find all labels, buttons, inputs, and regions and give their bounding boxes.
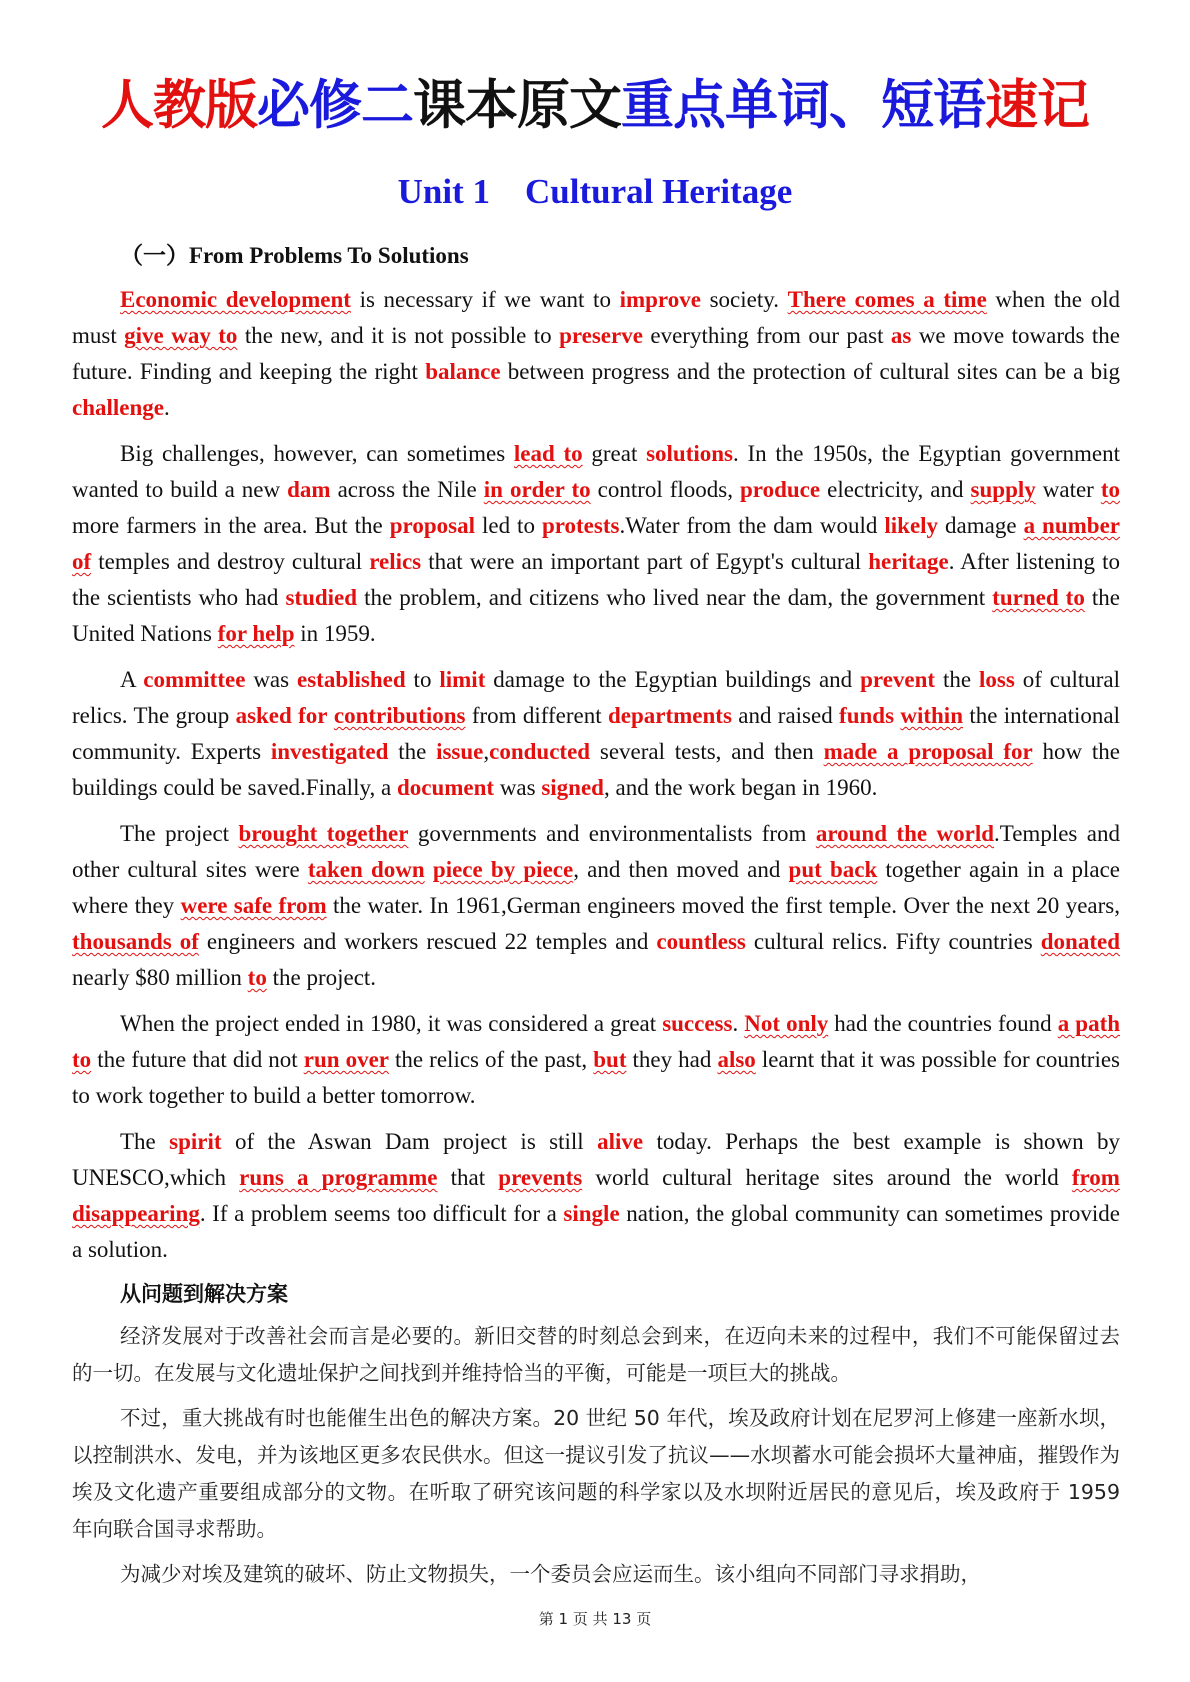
key-term: preserve xyxy=(559,323,643,348)
key-term: departments xyxy=(607,703,732,728)
text-segment: When the project ended in 1980, it was considered a great xyxy=(120,1011,663,1036)
text-segment: everything from our past xyxy=(642,323,891,348)
text-segment: in 1959. xyxy=(294,621,376,646)
text-segment: the new, and it is not possible to xyxy=(237,323,560,348)
text-segment: and raised xyxy=(731,703,840,728)
text-segment: world cultural heritage sites around the world xyxy=(582,1165,1072,1190)
text-segment: between progress and the protection of cultural sites can be a big xyxy=(500,359,1120,384)
text-segment: A xyxy=(120,667,144,692)
text-segment: the international community. Experts xyxy=(72,703,1120,764)
key-term: for help xyxy=(217,621,295,646)
title-part-4: 重点单词、短语 xyxy=(621,75,985,136)
text-segment: temples and destroy cultural xyxy=(91,549,370,574)
key-term: piece by piece xyxy=(432,857,574,882)
english-text xyxy=(72,282,1120,1268)
key-term: signed xyxy=(541,775,604,800)
text-segment: engineers and workers rescued 22 temples and xyxy=(198,929,657,954)
translation-paragraph: 经济发展对于改善社会而言是必要的。新旧交替的时刻总会到来，在迈向未来的过程中，我们不可能保留过去的一切。在发展与文化遗址保护之间找到并维持恰当的平衡，可能是一项巨大的挑战。 xyxy=(72,1324,1120,1385)
key-term: a path to xyxy=(72,1011,1121,1072)
unit-title: Unit 1 Cultural Heritage xyxy=(397,172,793,211)
key-term: spirit xyxy=(169,1129,222,1154)
text-segment: cultural relics. Fifty countries xyxy=(745,929,1041,954)
text-segment: that xyxy=(437,1165,499,1190)
key-term: also xyxy=(717,1047,756,1072)
text-segment: led to xyxy=(474,513,542,538)
text-segment: control floods, xyxy=(590,477,741,502)
text-segment: learnt that it was possible for countries to work together to build a better tomorrow. xyxy=(72,1047,1121,1108)
key-term: were safe from xyxy=(180,893,327,918)
text-segment: damage to the Egyptian buildings and xyxy=(485,667,861,692)
text-segment: . In the 1950s, the Egyptian government wanted to build a new xyxy=(72,441,1120,502)
text-segment: . After listening to the scientists who had xyxy=(72,549,1120,610)
text-segment: the xyxy=(388,739,437,764)
key-term: brought together xyxy=(238,821,409,846)
key-term: a number of xyxy=(72,513,1121,574)
text-segment: together again in a place where they xyxy=(72,857,1121,918)
key-term: countless xyxy=(656,929,746,954)
key-term: prevent xyxy=(860,667,936,692)
key-term: studied xyxy=(285,585,358,610)
key-term: proposal xyxy=(389,513,475,538)
key-term: issue xyxy=(436,739,484,764)
text-segment: The xyxy=(120,1129,170,1154)
key-term: dam xyxy=(287,477,331,502)
translation-paragraph: 为减少对埃及建筑的破坏、防止文物损失，一个委员会应运而生。该小组向不同部门寻求捐助， xyxy=(120,1562,981,1586)
text-segment: we move towards the future. Finding and keeping the right xyxy=(72,323,1120,384)
text-segment: the future that did not xyxy=(91,1047,304,1072)
key-term: There comes a time xyxy=(787,287,987,312)
text-segment: Big challenges, however, can sometimes xyxy=(120,441,514,466)
text-segment: , xyxy=(483,739,490,764)
title-part-3: 课本原文 xyxy=(413,75,621,136)
text-segment: great xyxy=(582,441,647,466)
key-term: success xyxy=(662,1011,733,1036)
key-term: made a proposal for xyxy=(823,739,1033,764)
key-term: limit xyxy=(439,667,486,692)
text-segment: of the Aswan Dam project is still xyxy=(221,1129,598,1154)
key-term: as xyxy=(890,323,912,348)
key-term: taken down xyxy=(307,857,425,882)
page-footer: 第 1 页 共 13 页 xyxy=(538,1610,652,1628)
key-term: contributions xyxy=(333,703,466,728)
text-segment: The project xyxy=(120,821,239,846)
key-term: solutions xyxy=(646,441,734,466)
text-segment: was xyxy=(245,667,297,692)
key-term: Economic development xyxy=(120,287,351,312)
key-term: alive xyxy=(597,1129,644,1154)
key-term: run over xyxy=(303,1047,389,1072)
title-part-1: 人教版 xyxy=(101,75,257,136)
title-part-5: 速记 xyxy=(985,75,1089,136)
text-segment: the water. In 1961,German engineers moved the first temple. Over the next 20 years, xyxy=(326,893,1120,918)
key-term: funds xyxy=(839,703,895,728)
key-term: balance xyxy=(425,359,501,384)
key-term: put back xyxy=(788,857,878,882)
key-term: give way to xyxy=(124,323,238,348)
english-paragraph xyxy=(72,816,1120,996)
text-segment: the United Nations xyxy=(72,585,1120,646)
key-term: to xyxy=(247,965,267,990)
text-segment: to xyxy=(405,667,440,692)
text-segment: . xyxy=(732,1011,745,1036)
text-segment: . xyxy=(164,395,170,420)
key-term: challenge xyxy=(72,395,164,420)
text-segment: of cultural relics. The group xyxy=(72,667,1121,728)
text-segment: several tests, and then xyxy=(590,739,824,764)
key-term: established xyxy=(297,667,406,692)
key-term: loss xyxy=(978,667,1015,692)
document-title xyxy=(0,74,1190,138)
text-segment: nation, the global community can sometimes provide a solution. xyxy=(72,1201,1120,1262)
text-segment: society. xyxy=(700,287,788,312)
key-term: produce xyxy=(740,477,821,502)
key-term: single xyxy=(563,1201,620,1226)
key-term: asked for xyxy=(235,703,328,728)
text-segment: is necessary if we want to xyxy=(350,287,620,312)
text-segment: that were an important part of Egypt's cultural xyxy=(421,549,869,574)
section-title: （一）From Problems To Solutions xyxy=(120,243,469,268)
text-segment: nearly $80 million xyxy=(72,965,248,990)
translation-title: 从问题到解决方案 xyxy=(120,1282,288,1306)
key-term: Not only xyxy=(744,1011,829,1036)
key-term: thousands of xyxy=(72,929,199,954)
text-segment: today. Perhaps the best example is shown by UNESCO,which xyxy=(72,1129,1120,1190)
text-segment: , and then moved and xyxy=(573,857,789,882)
text-segment: had the countries found xyxy=(828,1011,1058,1036)
key-term: relics xyxy=(369,549,422,574)
english-paragraph xyxy=(72,662,1120,806)
english-paragraph xyxy=(72,1124,1120,1268)
text-segment: when the old must xyxy=(72,287,1121,348)
text-segment: electricity, and xyxy=(820,477,971,502)
document-body xyxy=(72,282,1120,1601)
key-term: around the world xyxy=(815,821,995,846)
key-term: within xyxy=(900,703,963,728)
key-term: prevents xyxy=(498,1165,583,1190)
key-term: runs a programme xyxy=(239,1165,438,1190)
text-segment: governments and environmentalists from xyxy=(408,821,816,846)
text-segment: the problem, and citizens who lived near the dam, the government xyxy=(357,585,993,610)
key-term: investigated xyxy=(270,739,389,764)
text-segment: how the buildings could be saved.Finally, a xyxy=(72,739,1120,800)
translation-paragraph: 不过，重大挑战有时也能催生出色的解决方案。20 世纪 50 年代，埃及政府计划在尼罗河上修建一座新水坝，以控制洪水、发电，并为该地区更多农民供水。但这一提议引发了抗议——水坝蓄水可能会损坏大量神庙，摧毁作为埃及文化遗产重要组成部分的文物。在听取了研究该问题的科学家以及水坝附近居民的意见后，埃及政府于 1959 年向联合国寻求帮助。 xyxy=(72,1406,1120,1541)
key-term: to xyxy=(1100,477,1120,502)
key-term: improve xyxy=(619,287,701,312)
english-paragraph xyxy=(72,436,1120,652)
key-term: conducted xyxy=(489,739,591,764)
key-term: protests xyxy=(541,513,620,538)
key-term: document xyxy=(396,775,495,800)
text-segment: from different xyxy=(465,703,608,728)
key-term: supply xyxy=(970,477,1036,502)
text-segment: water xyxy=(1035,477,1101,502)
key-term: lead to xyxy=(513,441,583,466)
text-segment: the project. xyxy=(266,965,377,990)
text-segment: they had xyxy=(626,1047,718,1072)
text-segment xyxy=(425,857,433,882)
key-term: in order to xyxy=(483,477,591,502)
text-segment: damage xyxy=(938,513,1024,538)
text-segment: more farmers in the area. But the xyxy=(72,513,390,538)
text-segment: the relics of the past, xyxy=(389,1047,594,1072)
text-segment: .Temples and other cultural sites were xyxy=(72,821,1121,882)
english-paragraph xyxy=(72,282,1120,426)
text-segment: . If a problem seems too difficult for a xyxy=(199,1201,564,1226)
text-segment: across the Nile xyxy=(330,477,484,502)
text-segment: .Water from the dam would xyxy=(619,513,885,538)
key-term: turned to xyxy=(992,585,1085,610)
key-term: but xyxy=(593,1047,627,1072)
text-segment: , and the work began in 1960. xyxy=(603,775,878,800)
title-part-2: 必修二 xyxy=(257,75,413,136)
english-paragraph xyxy=(72,1006,1120,1114)
text-segment: was xyxy=(494,775,542,800)
key-term: donated xyxy=(1040,929,1121,954)
text-segment: the xyxy=(935,667,979,692)
key-term: from disappearing xyxy=(72,1165,1120,1226)
key-term: committee xyxy=(143,667,246,692)
key-term: heritage xyxy=(868,549,949,574)
key-term: likely xyxy=(884,513,939,538)
